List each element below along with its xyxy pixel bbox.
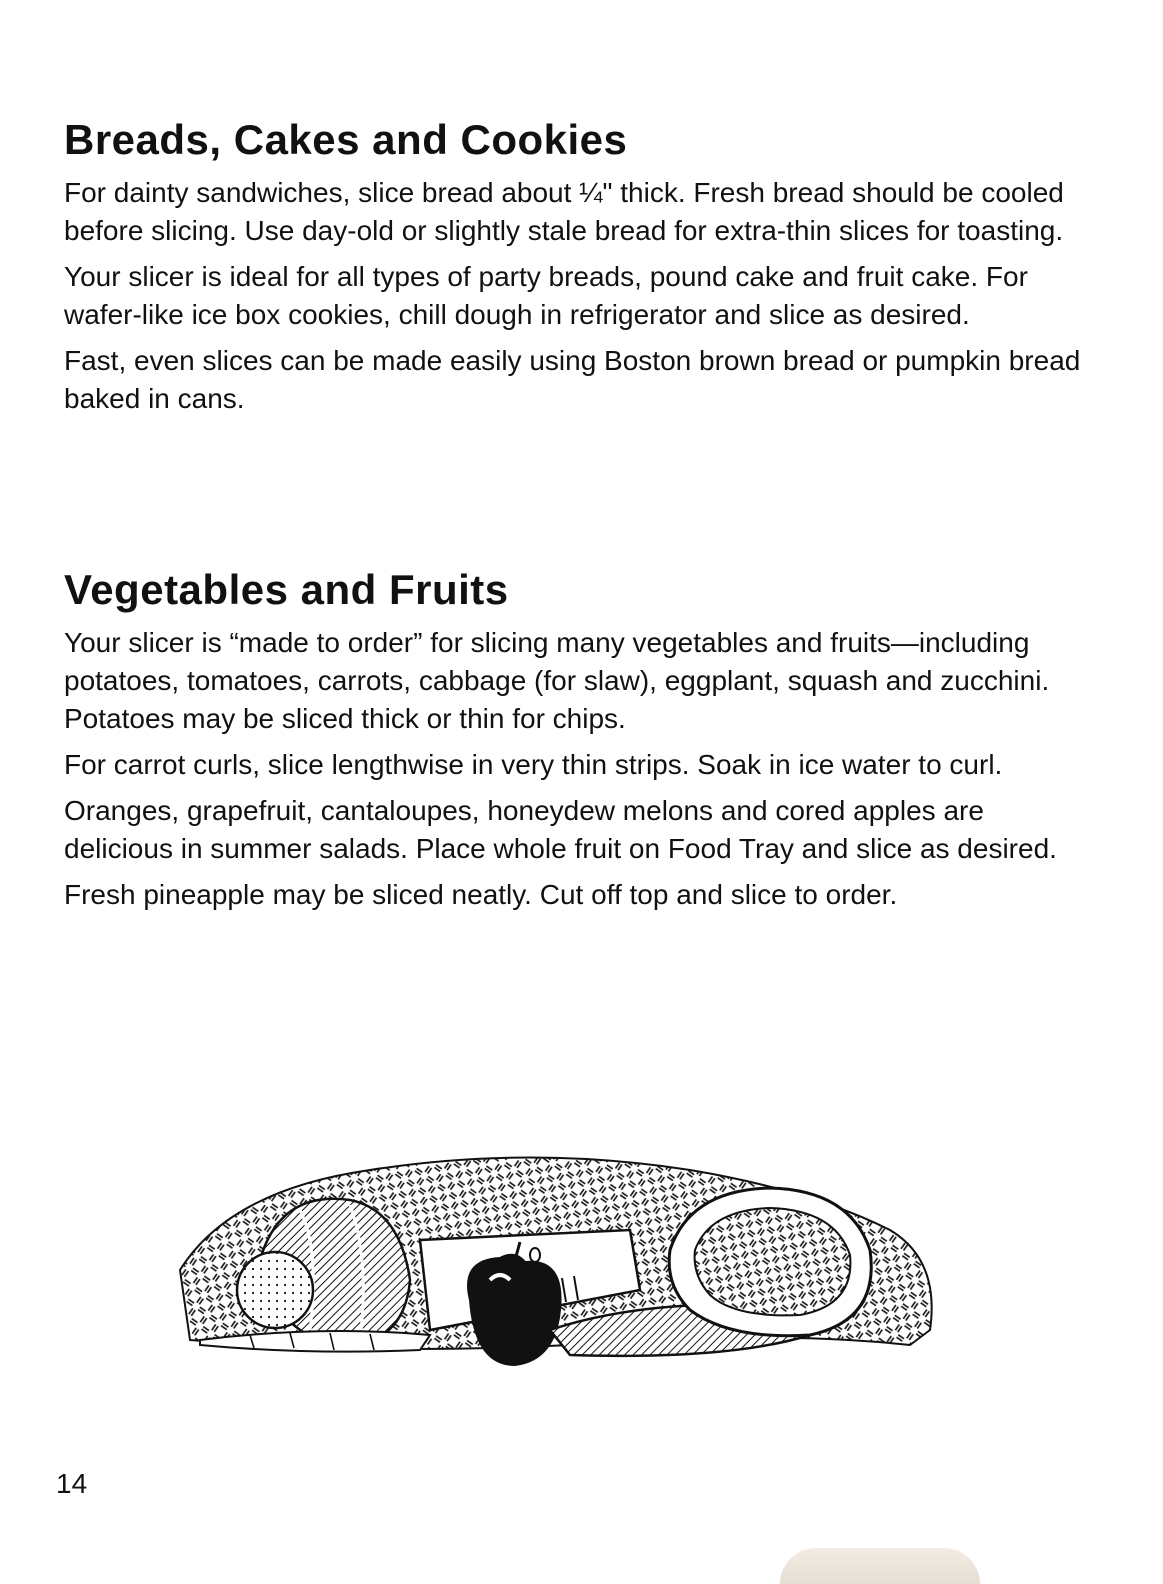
scan-smudge [780,1548,980,1584]
fruit-vegetable-basket-illustration [170,1130,950,1410]
section-breads [64,112,1094,426]
paragraph: Fast, even slices can be made easily using Boston brown bread or pumpkin bread baked in cans. [64,345,1081,414]
paragraph: Your slicer is ideal for all types of party breads, pound cake and fruit cake. For wafer-like ice box cookies, chill dough in refrigerator and slice as desired. [64,261,1028,330]
paragraph: For carrot curls, slice lengthwise in very thin strips. Soak in ice water to curl. [64,749,1003,780]
section-heading: Breads, Cakes and Cookies [64,116,628,163]
paragraph: Your slicer is “made to order” for slicing many vegetables and fruits—including potatoes, tomatoes, carrots, cabbage (for slaw), eggplant, squash and zucchini. Potatoes may be sliced thick or thin for chips. [64,627,1050,734]
section-heading: Vegetables and Fruits [64,566,509,613]
paragraph: Fresh pineapple may be sliced neatly. Cut off top and slice to order. [64,879,898,910]
paragraph: For dainty sandwiches, slice bread about ¼" thick. Fresh bread should be cooled before slicing. Use day-old or slightly stale bread for extra-thin slices for toasting. [64,177,1064,246]
section-vegetables [64,562,1094,922]
page-number: 14 [56,1468,88,1499]
paragraph: Oranges, grapefruit, cantaloupes, honeydew melons and cored apples are delicious in summer salads. Place whole fruit on Food Tray and slice as desired. [64,795,1057,864]
